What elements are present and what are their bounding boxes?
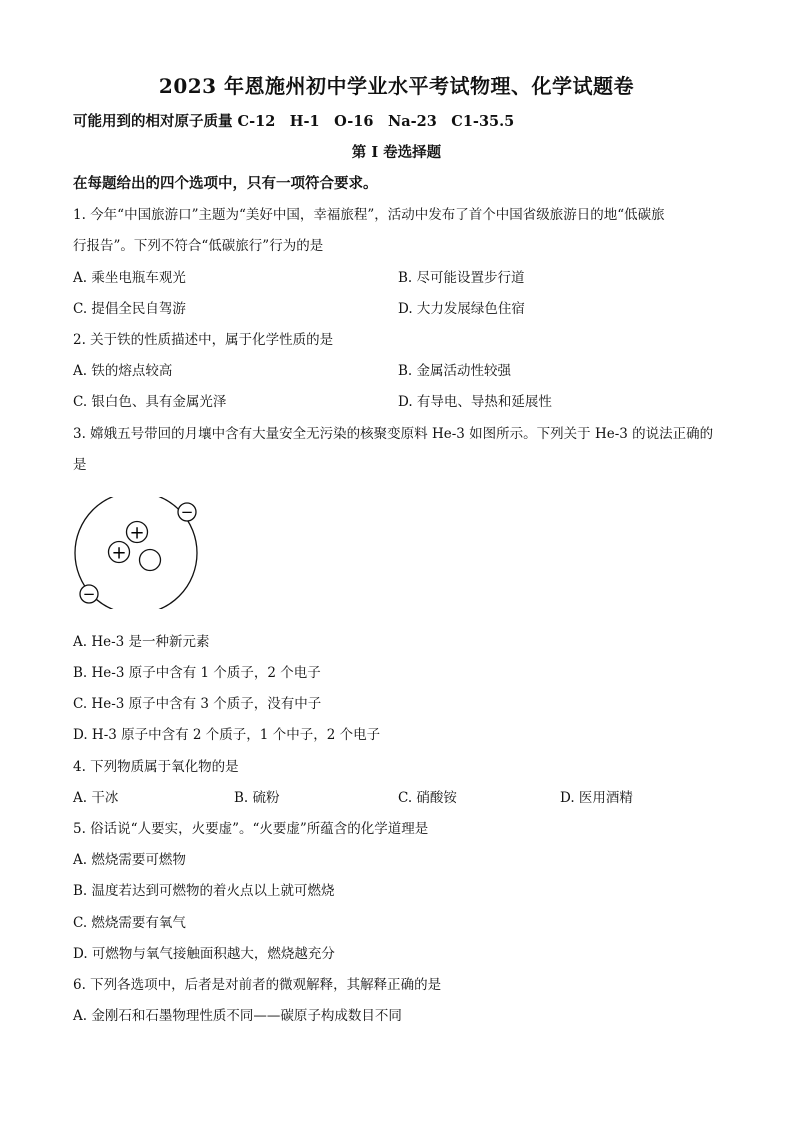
page-title: 2023 年恩施州初中学业水平考试物理、化学试题卷 (158, 74, 635, 98)
question-4-option-d: D. 医用酒精 (560, 790, 633, 806)
question-2-option-a: A. 铁的熔点较高 (73, 363, 173, 379)
question-1-option-d: D. 大力发展绿色住宿 (398, 301, 525, 317)
question-1-option-c: C. 提倡全民自驾游 (73, 301, 186, 317)
question-2-option-b: B. 金属活动性较强 (398, 363, 512, 379)
question-5-option-d: D. 可燃物与氧气接触面积越大，燃烧越充分 (73, 946, 335, 962)
instruction-text: 在每题给出的四个选项中，只有一项符合要求。 (73, 175, 378, 192)
question-6-stem: 6. 下列各选项中，后者是对前者的微观解释，其解释正确的是 (73, 977, 442, 993)
question-3-option-d: D. H-3 原子中含有 2 个质子，1 个中子，2 个电子 (73, 727, 381, 743)
question-2-option-c: C. 银白色、具有金属光泽 (73, 394, 227, 410)
question-3-stem-line2: 是 (73, 457, 87, 473)
question-1-stem-line2: 行报告”。下列不符合“低碳旅行”行为的是 (73, 238, 324, 254)
proton-2 (109, 542, 130, 564)
proton-1 (127, 522, 148, 544)
question-5-option-b: B. 温度若达到可燃物的着火点以上就可燃烧 (73, 883, 335, 899)
helium-3-atom-diagram (72, 497, 202, 609)
svg-text:−: − (180, 503, 194, 521)
svg-text:+: + (111, 542, 127, 564)
question-1-option-a: A. 乘坐电瓶车观光 (73, 270, 186, 286)
question-4-stem: 4. 下列物质属于氧化物的是 (73, 759, 239, 775)
question-4-option-b: B. 硫粉 (234, 790, 280, 806)
question-3-option-b: B. He-3 原子中含有 1 个质子，2 个电子 (73, 665, 321, 681)
svg-text:+: + (129, 522, 145, 544)
question-1-option-b: B. 尽可能设置步行道 (398, 270, 525, 286)
question-5-option-a: A. 燃烧需要可燃物 (73, 852, 186, 868)
electron-1 (178, 503, 196, 521)
question-1-stem-line1: 1. 今年“中国旅游口”主题为“美好中国，幸福旅程”，活动中发布了首个中国省级旅游日的地“低碳旅 (73, 207, 665, 223)
question-3-option-c: C. He-3 原子中含有 3 个质子，没有中子 (73, 696, 322, 712)
section-heading: 第 I 卷选择题 (351, 144, 442, 161)
neutron (140, 550, 161, 571)
question-3-option-a: A. He-3 是一种新元素 (73, 634, 210, 650)
atomic-masses-note: 可能用到的相对原子质量 C-12 H-1 O-16 Na-23 C1-35.5 (73, 113, 515, 130)
question-5-option-c: C. 燃烧需要有氧气 (73, 915, 186, 931)
question-5-stem: 5. 俗话说“人要实，火要虚”。“火要虚”所蕴含的化学道理是 (73, 821, 429, 837)
question-6-option-a: A. 金刚石和石墨物理性质不同——碳原子构成数目不同 (73, 1008, 402, 1024)
question-4-option-c: C. 硝酸铵 (398, 790, 457, 806)
question-2-stem: 2. 关于铁的性质描述中，属于化学性质的是 (73, 332, 334, 348)
electron-2 (80, 585, 98, 603)
question-4-option-a: A. 干冰 (73, 790, 119, 806)
question-3-stem-line1: 3. 嫦娥五号带回的月壤中含有大量安全无污染的核聚变原料 He-3 如图所示。下列关于 He-3 的说法正确的 (73, 426, 714, 442)
question-2-option-d: D. 有导电、导热和延展性 (398, 394, 552, 410)
svg-text:−: − (82, 585, 96, 603)
